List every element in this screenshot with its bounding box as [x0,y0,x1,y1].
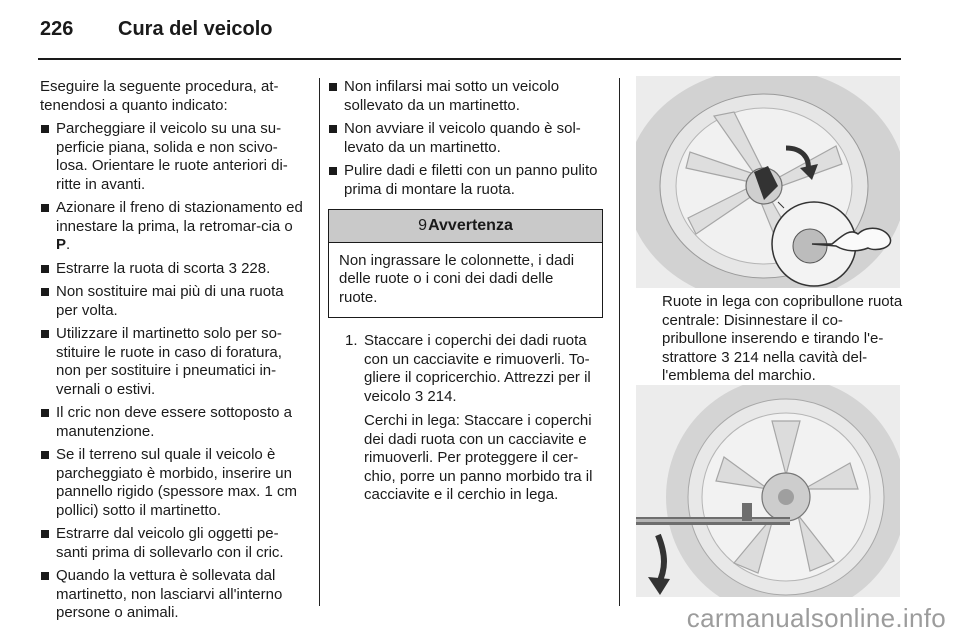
watermark: carmanualsonline.info [686,603,946,633]
figure-caption: Ruote in lega con copribullone ruota centrale: Disinnestare il co-pribullone inserendo e tirando l'e-strattore 3 214 nella cavità del-l'emblema del marchio. [662,293,903,384]
reference-arrow-icon: 3 [414,387,424,405]
steps-list [328,332,603,505]
list-item: Azionare il freno di stazionamento ed innestare la prima, la retromar-cia o P. [40,199,305,255]
page-title: Cura del veicolo [118,18,273,40]
column-2 [328,78,603,505]
warning-triangle-icon: 9 [418,217,428,234]
page-reference-link[interactable]: 228. [241,259,271,277]
bullet-square-icon [41,288,49,296]
bullet-square-icon [41,530,49,538]
step-text: Staccare i coperchi dei dadi ruota con un cacciavite e rimuoverli. To-gliere il copricerchio. Attrezzi per il veicolo [364,332,591,405]
column-1 [40,78,305,623]
page-number: 226 [40,18,74,40]
alloy-wheel-extractor-illustration [636,76,900,288]
page-reference-link[interactable]: 214 [733,348,759,366]
list-item: Utilizzare il martinetto solo per so-stituire le ruote in caso di foratura, non per sostituire i pneumatici in-vernali o estivi. [40,325,305,399]
bullet-square-icon [41,125,49,133]
list-item: Estrarre la ruota di scorta 3 228. [40,260,305,279]
bullet-square-icon [329,167,337,175]
list-item: Il cric non deve essere sottoposto a manutenzione. [40,404,305,441]
bullet-list-2 [328,78,603,199]
intro-text: Eseguire la seguente procedura, at-tenendosi a quanto indicato: [40,78,279,114]
bullet-square-icon [41,409,49,417]
reference-arrow-icon: 3 [721,348,730,366]
bullet-list-1 [40,120,305,623]
step-item [328,332,603,505]
bullet-square-icon [41,204,49,212]
bullet-square-icon [329,125,337,133]
bullet-square-icon [329,83,337,91]
wheel-nut-wrench-illustration [636,385,900,597]
header-rule [38,58,901,60]
list-item: Pulire dadi e filetti con un panno pulito prima di montare la ruota. [328,162,603,199]
bullet-square-icon [41,265,49,273]
list-item: Non avviare il veicolo quando è sol-levato da un martinetto. [328,120,603,157]
warning-header [329,210,602,243]
list-item: Se il terreno sul quale il veicolo è parcheggiato è morbido, inserire un pannello rigido (spessore max. 1 cm pollici) sotto il martinetto. [40,446,305,520]
step-extra-text: Cerchi in lega: Staccare i coperchi dei dadi ruota con un cacciavite e rimuoverli. Per proteggere il cer-chio, porre un panno morbido tra il cacciavite e il cerchio in lega. [364,412,593,503]
list-item: Estrarre dal veicolo gli oggetti pe-santi prima di sollevarlo con il cric. [40,525,305,562]
gear-letter: P [56,236,67,253]
list-item: Non sostituire mai più di una ruota per volta. [40,283,305,320]
bullet-square-icon [41,330,49,338]
step-number: 1. [345,332,358,349]
column-divider-2 [619,78,620,606]
bullet-square-icon [41,451,49,459]
bullet-square-icon [41,572,49,580]
warning-box [328,209,603,318]
list-item: Parcheggiare il veicolo su una su-perficie piana, solida e non scivo-losa. Orientare le ruote anteriori di-ritte in avanti. [40,120,305,194]
list-item: Non infilarsi mai sotto un veicolo sollevato da un martinetto. [328,78,603,115]
list-item: Quando la vettura è sollevata dal martinetto, non lasciarvi all'interno persone o animali. [40,567,305,623]
page-reference-link[interactable]: 214. [427,387,457,405]
column-divider-1 [319,78,320,606]
warning-text: Non ingrassare le colonnette, i dadi delle ruote o i coni dei dadi delle ruote. [339,251,575,306]
reference-arrow-icon: 3 [228,259,237,277]
warning-title: Avvertenza [428,217,513,234]
